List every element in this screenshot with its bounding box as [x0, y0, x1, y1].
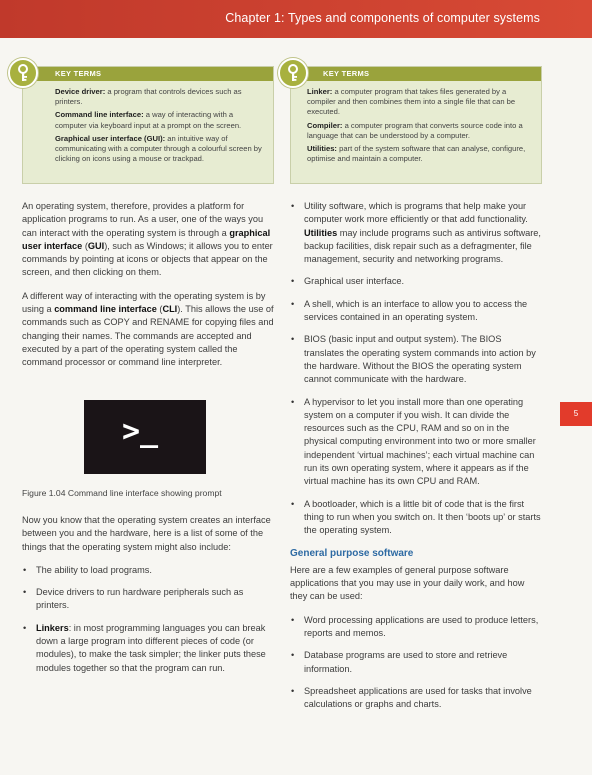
page-number-tab: [560, 402, 592, 426]
key-terms-heading: KEY TERMS: [291, 67, 541, 81]
chapter-header-bar: [0, 0, 592, 38]
key-icon: [278, 58, 308, 88]
key-term-entry: Graphical user interface (GUI): an intuitive way of communicating with a computer through a colourful screen by clicking on icons using a mouse or trackpad.: [55, 133, 262, 164]
list-item: • The ability to load programs.: [22, 564, 274, 577]
key-terms-box-right: [290, 66, 542, 184]
cli-prompt-figure: [84, 400, 206, 474]
list-item: • BIOS (basic input and output system). The BIOS translates the operating system commands into action by the hardware. Without the BIOS the operating system cannot communicate with the hardware.: [290, 333, 542, 386]
key-term-entry: Command line interface: a way of interacting with a computer via keyboard input at a prompt on the screen.: [55, 110, 242, 130]
list-item: • A shell, which is an interface to allow you to access the services contained in an operating system.: [290, 298, 542, 325]
list-item: • Graphical user interface.: [290, 275, 542, 288]
right-column: [290, 200, 542, 721]
key-term-entry: Device driver: a program that controls devices such as printers.: [55, 87, 242, 107]
paragraph-gui: An operating system, therefore, provides a platform for application programs to run. As a user, one of the ways you can interact with the operating system is through a graphical user interface (GUI), such as Windows; it allows you to enter commands by pointing at icons or objects that appear on the screen, and then clicking on them.: [22, 201, 273, 278]
page-number: 5: [573, 409, 579, 418]
left-column-lower: [22, 514, 274, 684]
key-terms-heading: KEY TERMS: [23, 67, 273, 81]
list-item: • Utility software, which is programs that help make your computer work more efficiently or that add functionality. Utilities may include programs such as antivirus software, backup facilities, disk repair such as a defragmenter, file management, security and networking programs.: [290, 200, 542, 266]
list-item: • Database programs are used to store and retrieve information.: [290, 649, 542, 676]
list-item: • Device drivers to run hardware peripherals such as printers.: [22, 586, 274, 613]
key-term-entry: Compiler: a computer program that converts source code into a language that can be understood by a computer.: [307, 120, 523, 140]
left-column-upper: [22, 200, 274, 380]
key-term-entry: Linker: a computer program that takes files generated by a compiler and then combines them into a single file that can be executed.: [307, 87, 516, 117]
list-item: • Spreadsheet applications are used for tasks that involve calculations or graphs and charts.: [290, 685, 542, 712]
list-item: • Linkers: in most programming languages you can break down a large program into different pieces of code (or modules), to make the task simpler; the linker puts these modules together so that the program can run.: [22, 622, 274, 675]
chapter-title: Chapter 1: Types and components of computer systems: [225, 11, 540, 25]
prompt-symbol: >_: [122, 414, 159, 449]
key-icon: [8, 58, 38, 88]
list-item: • A bootloader, which is a little bit of code that is the first thing to run when you switch on. It then ‘boots up’ or starts the operating system.: [290, 498, 542, 538]
section-heading: General purpose software: [290, 547, 414, 559]
list-item: • Word processing applications are used to produce letters, reports and memos.: [290, 614, 542, 641]
paragraph-gp-intro: Here are a few examples of general purpose software applications that you may use in your daily work, and how they can be used:: [290, 564, 525, 602]
paragraph-cli: A different way of interacting with the operating system is by using a command line interface (CLI). This allows the use of commands such as COPY and RENAME for copying files and changing their names. The commands are accepted and executed by a part of the operating system called the command processor or command line interpreter.: [22, 290, 274, 368]
figure-caption: Figure 1.04 Command line interface showing prompt: [22, 488, 222, 498]
list-item: • A hypervisor to let you install more than one operating system on a computer if you wish. It can divide the resources such as the CPU, RAM and so on in the physical computing environment into two or more smaller independent ‘virtual machines’; each virtual machine can run its own operating system, where it appears as if the virtual machine has its own CPU and RAM.: [290, 396, 542, 489]
paragraph-os-list-intro: Now you know that the operating system creates an interface between you and the hardware, here is a list of some of the things that the operating system might also include:: [22, 515, 271, 552]
key-terms-box-left: [22, 66, 274, 184]
key-term-entry: Utilities: part of the system software that can analyse, configure, optimise and maintain a computer.: [307, 144, 526, 164]
